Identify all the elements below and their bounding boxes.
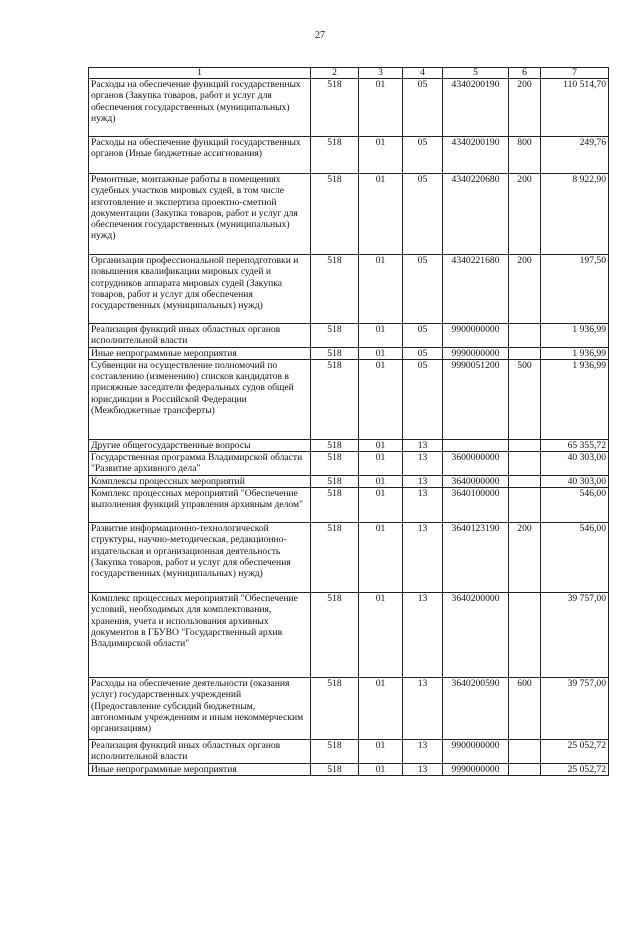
row-expense-type-cell (509, 439, 541, 451)
row-subsection-cell: 13 (403, 488, 443, 523)
row-expense-type-cell (509, 740, 541, 764)
row-section-cell: 01 (359, 763, 403, 775)
row-amount-cell: 546,00 (541, 488, 609, 523)
row-expense-type-cell (509, 593, 541, 678)
row-amount-cell: 1 936,99 (541, 324, 609, 348)
row-name-cell: Иные непрограммные мероприятия (89, 347, 311, 359)
row-target-code-cell: 9900000000 (443, 740, 509, 764)
row-name-cell: Комплексы процессных мероприятий (89, 475, 311, 487)
row-amount-cell: 25 052,72 (541, 763, 609, 775)
row-admin-code-cell: 518 (311, 763, 359, 775)
row-subsection-cell: 13 (403, 678, 443, 740)
row-subsection-cell: 05 (403, 324, 443, 348)
row-subsection-cell: 05 (403, 359, 443, 439)
row-name-cell: Комплекс процессных мероприятий "Обеспечение выполнения функций управления архивным делом" (89, 488, 311, 523)
row-admin-code-cell: 518 (311, 488, 359, 523)
table-row (89, 475, 609, 487)
row-amount-cell: 546,00 (541, 523, 609, 593)
row-admin-code-cell: 518 (311, 523, 359, 593)
row-name-cell: Ремонтные, монтажные работы в помещениях судебных участков мировых судей, в том числе изготовление и экспертиза проектно-сметной документации (Закупка товаров, работ и услуг для обеспечения государственных (муниципальных) нужд) (89, 174, 311, 255)
row-expense-type-cell: 500 (509, 359, 541, 439)
column-header: 1 (89, 68, 311, 79)
row-expense-type-cell: 200 (509, 523, 541, 593)
row-subsection-cell: 13 (403, 523, 443, 593)
row-target-code-cell: 4340221680 (443, 255, 509, 324)
row-section-cell: 01 (359, 523, 403, 593)
row-name-cell: Субвенции на осуществление полномочий по составлению (изменению) списков кандидатов в присяжные заседатели федеральных судов общей юрисдикции в Российской Федерации (Межбюджетные трансферты) (89, 359, 311, 439)
row-expense-type-cell: 800 (509, 137, 541, 174)
row-admin-code-cell: 518 (311, 452, 359, 476)
row-amount-cell: 110 514,70 (541, 79, 609, 137)
row-amount-cell: 39 757,00 (541, 593, 609, 678)
row-section-cell: 01 (359, 488, 403, 523)
row-admin-code-cell: 518 (311, 593, 359, 678)
table-row (89, 452, 609, 476)
table-row (89, 347, 609, 359)
row-name-cell: Расходы на обеспечение функций государственных органов (Закупка товаров, работ и услуг для обеспечения государственных (муниципальных) нужд) (89, 79, 311, 137)
row-name-cell: Государственная программа Владимирской области "Развитие архивного дела" (89, 452, 311, 476)
row-amount-cell: 197,50 (541, 255, 609, 324)
row-admin-code-cell: 518 (311, 174, 359, 255)
row-section-cell: 01 (359, 255, 403, 324)
table-row (89, 439, 609, 451)
column-header: 7 (541, 68, 609, 79)
row-amount-cell: 1 936,99 (541, 359, 609, 439)
row-section-cell: 01 (359, 174, 403, 255)
row-admin-code-cell: 518 (311, 740, 359, 764)
table-row (89, 324, 609, 348)
column-header: 2 (311, 68, 359, 79)
row-expense-type-cell: 200 (509, 255, 541, 324)
row-name-cell: Организация профессиональной переподготовки и повышения квалификации мировых судей и сотрудников аппарата мировых судей (Закупка товаров, работ и услуг для обеспечения государственных (муниципальных) нужд) (89, 255, 311, 324)
row-amount-cell: 65 355,72 (541, 439, 609, 451)
table-row (89, 79, 609, 137)
row-section-cell: 01 (359, 740, 403, 764)
row-name-cell: Другие общегосударственные вопросы (89, 439, 311, 451)
row-subsection-cell: 13 (403, 439, 443, 451)
row-section-cell: 01 (359, 324, 403, 348)
row-target-code-cell: 4340200190 (443, 79, 509, 137)
row-target-code-cell: 3640200590 (443, 678, 509, 740)
row-target-code-cell: 4340200190 (443, 137, 509, 174)
row-name-cell: Реализация функций иных областных органов исполнительной власти (89, 740, 311, 764)
row-subsection-cell: 13 (403, 475, 443, 487)
table-row (89, 678, 609, 740)
page-number: 27 (315, 30, 325, 41)
column-header: 4 (403, 68, 443, 79)
row-subsection-cell: 05 (403, 255, 443, 324)
budget-table (88, 67, 609, 776)
row-amount-cell: 249,76 (541, 137, 609, 174)
row-expense-type-cell: 200 (509, 79, 541, 137)
column-header: 6 (509, 68, 541, 79)
row-amount-cell: 40 303,00 (541, 452, 609, 476)
row-amount-cell: 40 303,00 (541, 475, 609, 487)
row-subsection-cell: 13 (403, 452, 443, 476)
row-section-cell: 01 (359, 475, 403, 487)
column-header: 5 (443, 68, 509, 79)
table-row (89, 488, 609, 523)
table-row (89, 359, 609, 439)
row-section-cell: 01 (359, 593, 403, 678)
row-admin-code-cell: 518 (311, 439, 359, 451)
row-amount-cell: 25 052,72 (541, 740, 609, 764)
row-expense-type-cell (509, 452, 541, 476)
row-name-cell: Комплекс процессных мероприятий "Обеспечение условий, необходимых для комплектования, хранения, учета и использования архивных документов в ГБУВО "Государственный архив Владимирской области" (89, 593, 311, 678)
row-subsection-cell: 05 (403, 79, 443, 137)
table-row (89, 137, 609, 174)
row-admin-code-cell: 518 (311, 359, 359, 439)
row-expense-type-cell (509, 324, 541, 348)
row-subsection-cell: 13 (403, 763, 443, 775)
row-target-code-cell: 9990051200 (443, 359, 509, 439)
row-section-cell: 01 (359, 439, 403, 451)
table-row (89, 255, 609, 324)
row-amount-cell: 8 922,90 (541, 174, 609, 255)
table-row (89, 593, 609, 678)
row-section-cell: 01 (359, 452, 403, 476)
row-expense-type-cell: 600 (509, 678, 541, 740)
row-expense-type-cell (509, 488, 541, 523)
table-row (89, 740, 609, 764)
row-section-cell: 01 (359, 359, 403, 439)
row-section-cell: 01 (359, 79, 403, 137)
row-name-cell: Расходы на обеспечение деятельности (оказания услуг) государственных учреждений (Предоставление субсидий бюджетным, автономным учреждениям и иным некоммерческим организациям) (89, 678, 311, 740)
row-section-cell: 01 (359, 137, 403, 174)
row-target-code-cell: 3600000000 (443, 452, 509, 476)
row-expense-type-cell (509, 475, 541, 487)
row-name-cell: Расходы на обеспечение функций государственных органов (Иные бюджетные ассигнования) (89, 137, 311, 174)
row-name-cell: Иные непрограммные мероприятия (89, 763, 311, 775)
column-header: 3 (359, 68, 403, 79)
row-subsection-cell: 13 (403, 593, 443, 678)
row-target-code-cell: 3640123190 (443, 523, 509, 593)
row-target-code-cell: 3640100000 (443, 488, 509, 523)
row-target-code-cell: 3640200000 (443, 593, 509, 678)
row-expense-type-cell: 200 (509, 174, 541, 255)
row-subsection-cell: 05 (403, 347, 443, 359)
row-subsection-cell: 05 (403, 174, 443, 255)
row-admin-code-cell: 518 (311, 347, 359, 359)
row-name-cell: Реализация функций иных областных органов исполнительной власти (89, 324, 311, 348)
table-row (89, 763, 609, 775)
row-target-code-cell: 4340220680 (443, 174, 509, 255)
table-row (89, 523, 609, 593)
row-expense-type-cell (509, 347, 541, 359)
row-admin-code-cell: 518 (311, 475, 359, 487)
row-admin-code-cell: 518 (311, 137, 359, 174)
row-amount-cell: 1 936,99 (541, 347, 609, 359)
row-expense-type-cell (509, 763, 541, 775)
row-admin-code-cell: 518 (311, 324, 359, 348)
row-subsection-cell: 13 (403, 740, 443, 764)
row-target-code-cell: 9990000000 (443, 763, 509, 775)
table-row (89, 174, 609, 255)
row-section-cell: 01 (359, 678, 403, 740)
row-target-code-cell: 3640000000 (443, 475, 509, 487)
row-name-cell: Развитие информационно-технологической структуры, научно-методическая, редакционно-издательская и организационная деятельность (Закупка товаров, работ и услуг для обеспечения государственных (муниципальных) нужд) (89, 523, 311, 593)
row-admin-code-cell: 518 (311, 678, 359, 740)
row-target-code-cell: 9990000000 (443, 347, 509, 359)
row-section-cell: 01 (359, 347, 403, 359)
row-subsection-cell: 05 (403, 137, 443, 174)
row-amount-cell: 39 757,00 (541, 678, 609, 740)
row-target-code-cell (443, 439, 509, 451)
row-admin-code-cell: 518 (311, 255, 359, 324)
row-target-code-cell: 9900000000 (443, 324, 509, 348)
table-header-row (89, 68, 609, 79)
row-admin-code-cell: 518 (311, 79, 359, 137)
